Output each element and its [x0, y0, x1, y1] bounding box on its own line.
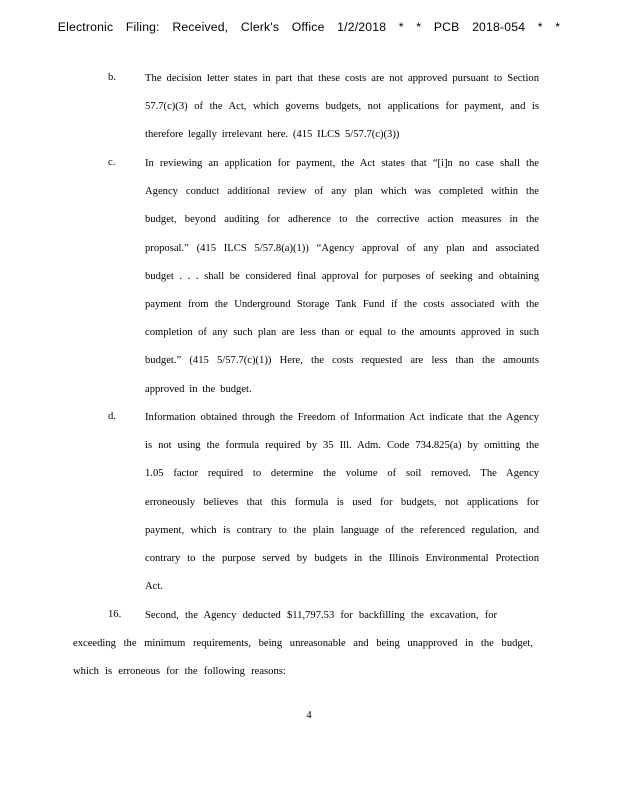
paragraph-first-line: Second, the Agency deducted $11,797.53 for backfilling the excavation, for	[145, 610, 498, 621]
page-number: 4	[306, 710, 312, 721]
item-text-b: The decision letter states in part that these costs are not approved pursuant to Section 57.7(c)(3) of the Act, which governs budgets, not applications for payment, and is therefore legally irrelevant here. (415 ILCS 5/57.7(c)(3))	[145, 73, 539, 141]
item-label-b: b.	[108, 72, 116, 83]
item-label-c: c.	[108, 157, 116, 168]
filing-stamp-header: Electronic Filing: Received, Clerk's Office 1/2/2018 * * PCB 2018-054 * *	[57, 20, 561, 34]
paragraph-continuation: exceeding the minimum requirements, being unreasonable and being unapproved in the budget, which is erroneous for the following reasons:	[73, 638, 533, 678]
paragraph-number: 16.	[108, 609, 122, 620]
item-text-c: In reviewing an application for payment, the Act states that “[i]n no case shall the Agency conduct additional review of any plan which was completed within the budget, beyond auditing for adherence to the corrective action measures in the proposal.” (415 ILCS 5/57.8(a)(1)) “Agency approval of any plan and associated budget . . . shall be considered final approval for purposes of seeking and obtaining payment from the Underground Storage Tank Fund if the costs associated with the completion of any such plan are less than or equal to the amounts approved in such budget.” (415 5/57.7(c)(1)) Here, the costs requested are less than the amounts approved in the budget.	[145, 158, 539, 395]
item-text-d: Information obtained through the Freedom of Information Act indicate that the Agency is not using the formula required by 35 Ill. Adm. Code 734.825(a) by omitting the 1.05 factor required to determine the volume of soil removed. The Agency erroneously believes that this formula is used for budgets, not applications for payment, which is contrary to the plain language of the referenced regulation, and contrary to the purpose served by budgets in the Illinois Environmental Protection Act.	[145, 412, 539, 593]
item-label-d: d.	[108, 411, 116, 422]
